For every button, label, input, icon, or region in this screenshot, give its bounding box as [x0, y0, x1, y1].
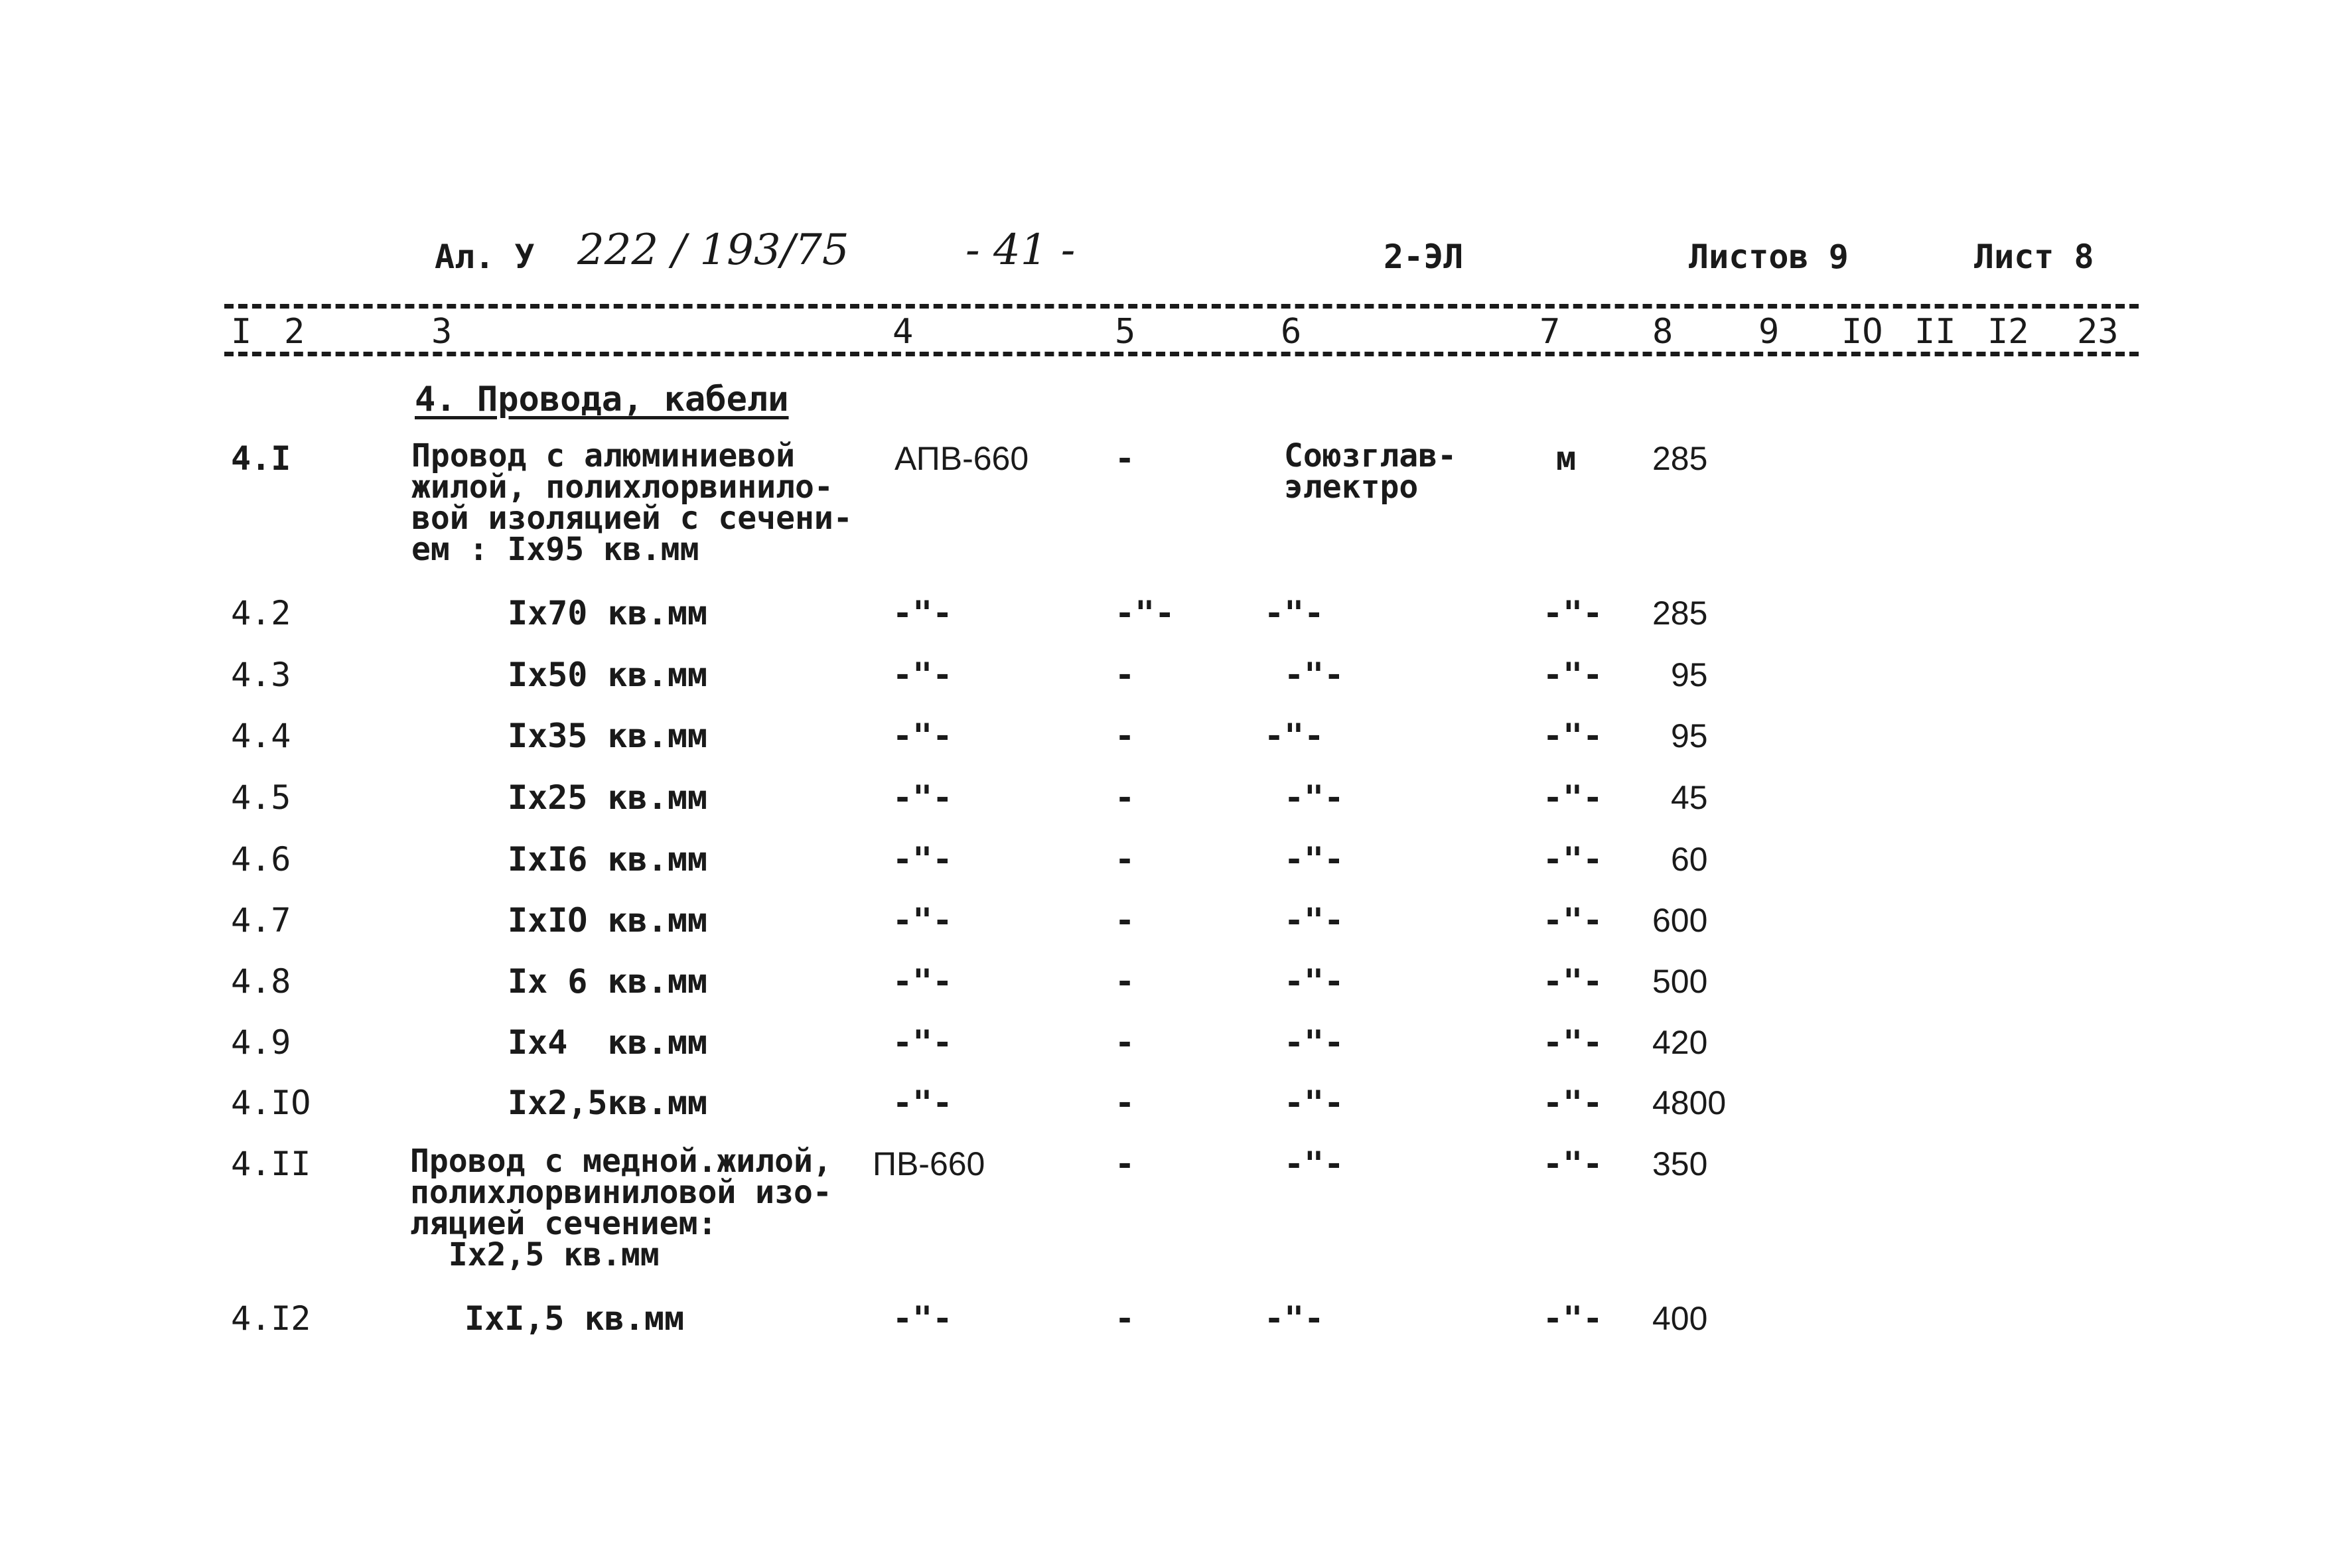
item-type: ПВ-660 — [873, 1145, 985, 1182]
row-number: 4.6 — [231, 840, 291, 879]
quantity: 45 — [1671, 779, 1708, 816]
sheet-current: Лист 8 — [1974, 238, 2094, 276]
item-type: -"- — [892, 840, 953, 879]
row-number: 4.9 — [231, 1023, 291, 1062]
album-prefix: Ал. У — [435, 238, 535, 276]
item-name: IхIO кв.мм — [508, 901, 708, 940]
unit: -"- — [1543, 778, 1603, 817]
header-rule-bottom — [224, 352, 2139, 356]
unit: -"- — [1543, 840, 1603, 879]
item-type: -"- — [892, 1084, 953, 1122]
column-number: 9 — [1758, 312, 1780, 352]
row-number: 4.3 — [231, 656, 291, 694]
column-5-value: - — [1115, 656, 1135, 694]
column-number: 3 — [431, 312, 453, 352]
row-number: 4.7 — [231, 901, 291, 940]
supplier: -"- — [1264, 594, 1324, 632]
column-5-value: - — [1115, 1023, 1135, 1062]
column-number: 6 — [1281, 312, 1302, 352]
column-number: 4 — [892, 312, 914, 352]
column-5-value: - — [1115, 1084, 1135, 1122]
row-number: 4.8 — [231, 962, 291, 1001]
supplier: -"- — [1284, 1145, 1344, 1183]
quantity: 500 — [1652, 963, 1708, 1000]
column-5-value: - — [1115, 1145, 1135, 1183]
row-number: 4.2 — [231, 594, 291, 632]
item-name: IхI,5 кв.мм — [464, 1299, 685, 1338]
unit: -"- — [1543, 962, 1603, 1001]
unit: -"- — [1543, 717, 1603, 755]
column-5-value: - — [1115, 1299, 1135, 1338]
item-type: -"- — [892, 901, 953, 940]
sheets-total: Листов 9 — [1689, 238, 1849, 276]
supplier: -"- — [1284, 778, 1344, 817]
supplier: -"- — [1284, 656, 1344, 694]
row-number: 4.I — [231, 439, 291, 478]
item-type: -"- — [892, 962, 953, 1001]
column-5-value: - — [1115, 778, 1135, 817]
item-type: -"- — [892, 1023, 953, 1062]
item-name: Провод с медной.жилой, полихлорвиниловой изо- ляцией сечением: Iх2,5 кв.мм — [410, 1143, 832, 1273]
supplier: -"- — [1284, 840, 1344, 879]
unit: -"- — [1543, 1084, 1603, 1122]
column-5-value: - — [1115, 840, 1135, 879]
row-number: 4.IO — [231, 1084, 311, 1122]
inventory-number: 222 / 193/75 — [577, 226, 849, 275]
quantity: 350 — [1652, 1145, 1708, 1182]
quantity: 95 — [1671, 656, 1708, 693]
page-number: - 41 - — [965, 226, 1076, 275]
unit: -"- — [1543, 656, 1603, 694]
unit: -"- — [1543, 594, 1603, 632]
supplier: -"- — [1284, 1023, 1344, 1062]
document-code: 2-ЭЛ — [1384, 238, 1464, 276]
quantity: 95 — [1671, 717, 1708, 754]
unit: -"- — [1543, 1023, 1603, 1062]
quantity: 600 — [1652, 902, 1708, 939]
column-number: 5 — [1115, 312, 1136, 352]
item-name: Iх 6 кв.мм — [508, 962, 708, 1001]
column-5-value: - — [1115, 439, 1135, 478]
row-number: 4.I2 — [231, 1299, 311, 1338]
item-name: IхI6 кв.мм — [508, 840, 708, 879]
item-type: -"- — [892, 778, 953, 817]
column-5-value: - — [1115, 962, 1135, 1001]
unit: -"- — [1543, 901, 1603, 940]
item-type: -"- — [892, 656, 953, 694]
quantity: 60 — [1671, 841, 1708, 878]
supplier: -"- — [1284, 1084, 1344, 1122]
item-name: Iх25 кв.мм — [508, 778, 708, 817]
supplier: -"- — [1264, 1299, 1324, 1338]
row-number: 4.5 — [231, 778, 291, 817]
column-number: IO — [1841, 312, 1883, 352]
column-number: 23 — [2077, 312, 2119, 352]
column-number: 8 — [1652, 312, 1674, 352]
header-rule-top — [224, 304, 2139, 309]
quantity: 4800 — [1652, 1084, 1727, 1121]
unit: -"- — [1543, 1299, 1603, 1338]
column-number: I — [231, 312, 252, 352]
supplier: -"- — [1284, 962, 1344, 1001]
row-number: 4.II — [231, 1145, 311, 1183]
section-title: 4. Провода, кабели — [415, 380, 789, 419]
item-type: -"- — [892, 1299, 953, 1338]
item-name: Iх50 кв.мм — [508, 656, 708, 694]
quantity: 285 — [1652, 440, 1708, 477]
quantity: 285 — [1652, 595, 1708, 632]
supplier: -"- — [1284, 901, 1344, 940]
column-5-value: - — [1115, 717, 1135, 755]
column-5-value: -"- — [1115, 594, 1175, 632]
unit: м — [1556, 439, 1577, 478]
item-type: АПВ-660 — [894, 440, 1029, 477]
row-number: 4.4 — [231, 717, 291, 755]
supplier: Союзглав- электро — [1284, 437, 1457, 506]
quantity: 400 — [1652, 1300, 1708, 1337]
item-name: Iх70 кв.мм — [508, 594, 708, 632]
column-number: 7 — [1539, 312, 1561, 352]
column-number: 2 — [284, 312, 305, 352]
column-number: I2 — [1987, 312, 2029, 352]
unit: -"- — [1543, 1145, 1603, 1183]
quantity: 420 — [1652, 1024, 1708, 1061]
item-name: Провод с алюминиевой жилой, полихлорвинило- вой изоляцией с сечени- ем : Iх95 кв.мм — [411, 437, 853, 568]
column-5-value: - — [1115, 901, 1135, 940]
item-type: -"- — [892, 594, 953, 632]
item-name: Iх35 кв.мм — [508, 717, 708, 755]
item-type: -"- — [892, 717, 953, 755]
column-number: II — [1914, 312, 1956, 352]
item-name: Iх2,5кв.мм — [508, 1084, 708, 1122]
item-name: Iх4 кв.мм — [508, 1023, 708, 1062]
supplier: -"- — [1264, 717, 1324, 755]
